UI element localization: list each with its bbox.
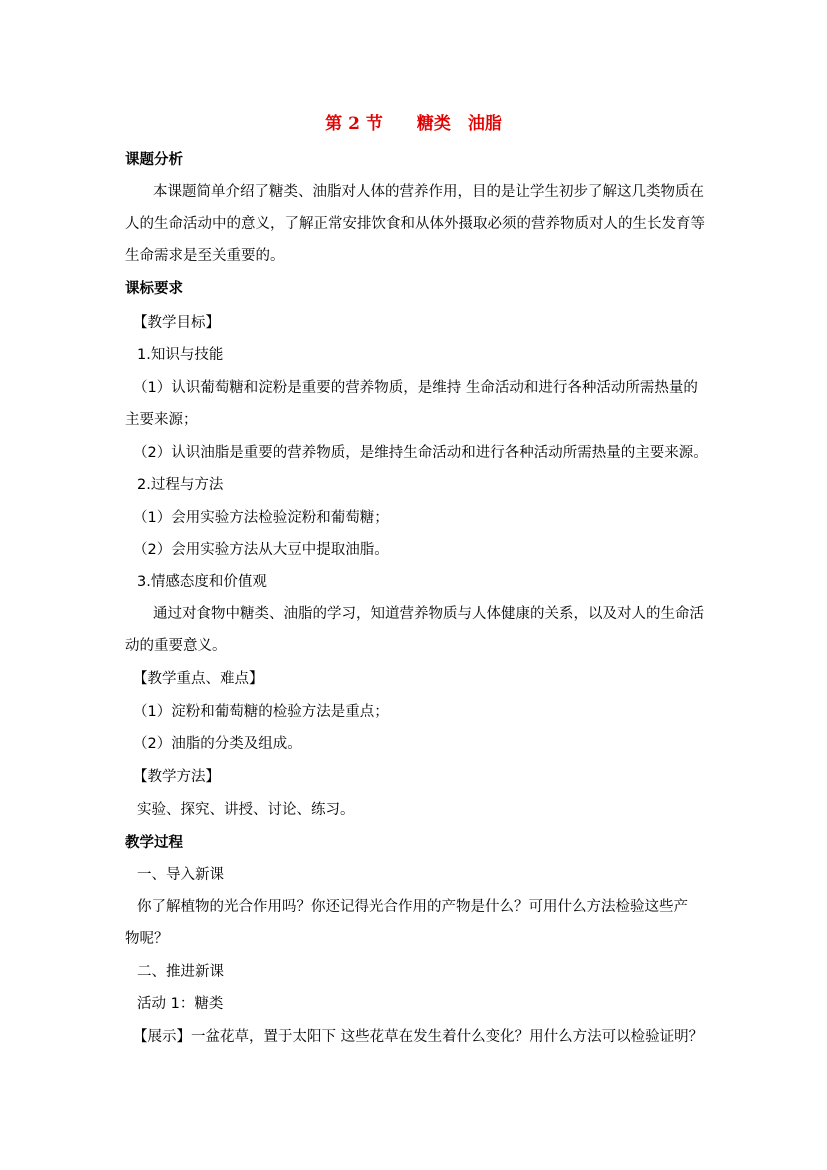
subheading-teaching-objectives: 【教学目标】 (133, 315, 220, 331)
subheading-teaching-methods: 【教学方法】 (133, 769, 220, 785)
paragraph-line: 生命需求是至关重要的。 (125, 248, 285, 264)
paragraph-line: 实验、探究、讲授、讨论、练习。 (137, 802, 355, 818)
paragraph-line: 人的生命活动中的意义，了解正常安排饮食和从体外摄取必须的营养物质对人的生长发育等 (125, 216, 705, 232)
heading-topic-analysis: 课题分析 (125, 152, 183, 168)
heading-curriculum-requirements: 课标要求 (125, 281, 183, 297)
list-item: （1）认识葡萄糖和淀粉是重要的营养物质，是维持 生命活动和进行各种活动所需热量的 (133, 380, 698, 396)
paragraph-line: 【展示】一盆花草，置于太阳下 这些花草在发生着什么变化？用什么方法可以检验证明？ (133, 1029, 704, 1045)
heading-teaching-process: 教学过程 (125, 835, 183, 851)
list-item: （2）认识油脂是重要的营养物质，是维持生命活动和进行各种活动所需热量的主要来源。 (133, 445, 708, 461)
list-item: 2.过程与方法 (137, 477, 224, 493)
list-item: （1）淀粉和葡萄糖的检验方法是重点； (133, 704, 389, 720)
section-item: 一、导入新课 (137, 867, 224, 883)
paragraph-line: 物呢？ (125, 931, 169, 947)
paragraph-line: 主要来源； (125, 412, 198, 428)
paragraph-line: 通过对食物中糖类、油脂的学习，知道营养物质与人体健康的关系，以及对人的生命活 (153, 606, 704, 622)
list-item: 3.情感态度和价值观 (137, 574, 267, 590)
list-item: （1）会用实验方法检验淀粉和葡萄糖； (133, 510, 389, 526)
paragraph-line: 动的重要意义。 (125, 638, 227, 654)
paragraph-line: 本课题简单介绍了糖类、油脂对人体的营养作用，目的是让学生初步了解这几类物质在 (153, 184, 704, 200)
subheading-key-points: 【教学重点、难点】 (133, 671, 264, 687)
section-item: 二、推进新课 (137, 964, 224, 980)
list-item: 1.知识与技能 (137, 347, 224, 363)
list-item: （2）油脂的分类及组成。 (133, 736, 302, 752)
list-item: （2）会用实验方法从大豆中提取油脂。 (133, 542, 389, 558)
activity-label: 活动 1：糖类 (137, 996, 224, 1012)
paragraph-line: 你了解植物的光合作用吗？你还记得光合作用的产物是什么？可用什么方法检验这些产 (137, 899, 688, 915)
section-title: 第 2 节 糖类 油脂 (325, 114, 502, 134)
